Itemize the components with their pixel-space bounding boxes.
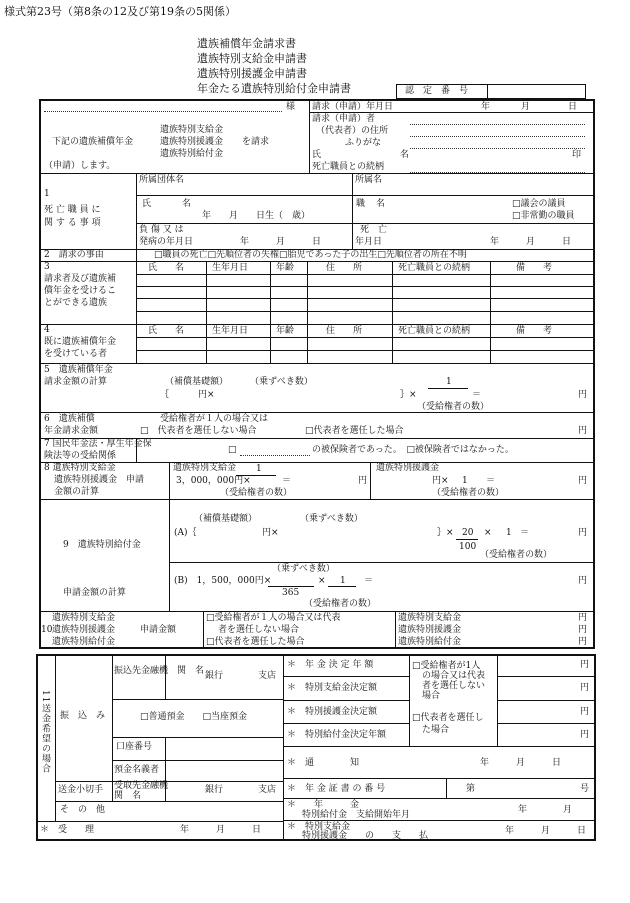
other-label: そ の 他 (60, 805, 106, 815)
sec5-mult: （乗ずべき数） (250, 377, 313, 387)
yen-2: 円 (580, 683, 590, 693)
recv-case1-line1[interactable]: □受給権者が1人 (412, 661, 481, 671)
sec5-close: ｝× (400, 390, 417, 400)
sec5-label-1: 5 遺族補償年金 (44, 365, 113, 375)
sec1-label-1: 死 亡 職 員 に (44, 205, 101, 215)
recv-bank-word: 銀行 (205, 785, 224, 795)
sec8-right-title: 遺族特別援護金 (376, 463, 440, 473)
sec9-yen-x: 円× (262, 528, 279, 538)
sec10-yen-2: 円 (578, 625, 588, 635)
sama-label: 様 (286, 102, 296, 112)
receipt-date: 年 月 日 (180, 825, 262, 835)
yen-4: 円 (580, 730, 590, 740)
sec9-recipients-1: （受給権者の数） (480, 550, 553, 560)
special-benefit-label: ＊ 特別給付金決定年額 (287, 730, 387, 740)
sec8-right-eq: ＝ (486, 476, 496, 486)
sec4-label-2: を受けている者 (44, 349, 108, 359)
sec2-reasons[interactable]: □職員の死亡□先順位者の失権□胎児であった子の出生□先順位者の所在不明 (154, 250, 467, 260)
sec3-col-relation: 死亡職員との続柄 (398, 263, 471, 273)
sec10-yen-3: 円 (578, 637, 588, 647)
sec1-label-2: 関 す る 事 項 (44, 218, 101, 228)
sec9-mult-2: （乗ずべき数） (272, 564, 335, 574)
sec10-case-1[interactable]: □受給権者が１人の場合又は代表 (206, 613, 341, 623)
injury-label-1: 負 傷 又 は (139, 225, 184, 235)
sec9-label-1: 9 遺族特別給付金 (63, 540, 141, 550)
yen-1: 円 (580, 660, 590, 670)
special-payment-label: ＊ 特別支給金決定額 (287, 683, 378, 693)
notice-date: 年 月 日 (480, 758, 562, 768)
sec6-case-1: 受給権者が１人の場合又は (160, 414, 269, 424)
requester-label: 請求（申請）者 (312, 114, 376, 124)
sec4-col-name: 氏 名 (148, 326, 185, 336)
yen-3: 円 (580, 707, 590, 717)
sec8-right-one: 1 (462, 476, 468, 486)
payment-date: 年 月 日 (505, 826, 587, 836)
sec9-yen-2: 円 (578, 576, 588, 586)
deceased-name-right: 名 (182, 199, 192, 209)
sec6-label-1: 6 遺族補償 (44, 414, 95, 424)
sec8-label-2: 遺族特別援護金 申請 (54, 475, 145, 485)
injury-date: 年 月 日 (240, 237, 322, 247)
death-date: 年 月 日 (490, 237, 572, 247)
sec10-item-2: 遺族特別援護金 (52, 625, 116, 635)
sec5-eq: ＝ (472, 390, 482, 400)
holder-label: 預金名義者 (114, 765, 160, 775)
furikomi-label: 振 込 み (60, 711, 106, 721)
sec10-yen-1: 円 (578, 613, 588, 623)
sec10-req: 申請金額 (140, 625, 177, 635)
request-date-label: 請求（申請）年月日 (312, 102, 394, 112)
org-label: 所属団体名 (139, 175, 185, 185)
sec9-one-1: 1 (506, 528, 512, 538)
sec9-x-2: × (318, 576, 326, 586)
recv-bank-label: 受取先金融機 関 名 (114, 781, 178, 801)
sec7-options[interactable]: の被保険者であった。 □被保険者ではなかった。 (312, 445, 514, 455)
sec9-twenty: 20 (462, 528, 474, 538)
sec2-label: 2 請求の事由 (44, 250, 104, 260)
sec7-label-2: 険法等の受給関係 (44, 451, 117, 461)
sec6-case-3[interactable]: □代表者を選任した場合 (305, 426, 404, 436)
pay-start-2: 特別給付金 支給開始年月 (302, 810, 411, 820)
sec3-col-notes: 備 考 (516, 263, 553, 273)
post-right: 名 (376, 199, 386, 209)
sec6-case-2[interactable]: □ 代表者を選任しない場合 (140, 426, 257, 436)
sec4-col-relation: 死亡職員との続柄 (398, 326, 471, 336)
branch-word: 支店 (258, 671, 277, 681)
sec9-a: (A)｛ (174, 528, 197, 538)
sec10-item-3: 遺族特別給付金 (52, 637, 116, 647)
title-line-4: 年金たる遺族特別給付金申請書 (197, 82, 351, 95)
sec4-col-age: 年齢 (276, 326, 295, 336)
intro-left: 下記の遺族補償年金 (52, 137, 134, 147)
payment-1: ＊ 特別支給金 (287, 822, 351, 832)
sec5-yen: 円 (578, 390, 588, 400)
sec9-x-1: × (484, 528, 492, 538)
sec4-col-notes: 備 考 (516, 326, 553, 336)
request-month: 月 (521, 102, 531, 112)
sec4-label-1: 既に遺族補償年金 (44, 337, 117, 347)
recv-case1-line3: 者を選任しない (422, 681, 486, 691)
sec10-num: 10 (41, 625, 53, 635)
sec10-right-item-3: 遺族特別給付金 (398, 637, 462, 647)
bank-word: 銀行 (205, 671, 224, 681)
cert-no-label: ＊ 年 金 証 書 の 番 号 (287, 784, 386, 794)
seal-label: 印 (572, 150, 582, 160)
sec11-label: 11送金希望の場合 (40, 690, 50, 774)
special-aid-label: ＊ 特別援護金決定額 (287, 707, 378, 717)
sec3-col-address: 住 所 (326, 263, 363, 273)
sec3-col-birth: 生年月日 (212, 263, 249, 273)
sec3-col-name: 氏 名 (148, 263, 185, 273)
sec8-left-recipients: （受給権者の数） (220, 488, 293, 498)
sec9-365: 365 (282, 588, 300, 598)
sec4-col-address: 住 所 (326, 326, 363, 336)
cert-dai: 第 (466, 784, 476, 794)
title-line-2: 遺族特別支給金申請書 (197, 52, 307, 65)
sec5-basic: （補償基礎額） (165, 377, 229, 387)
sec8-right-recipients: （受給権者の数） (432, 488, 505, 498)
sec8-left-yen: 円 (358, 476, 368, 486)
requester-name-right: 名 (400, 150, 410, 160)
sec8-left-amount: 3，000，000円× (176, 476, 251, 486)
sec9-one-2: 1 (340, 576, 346, 586)
sec10-right-item-2: 遺族特別援護金 (398, 625, 462, 635)
sec8-right-yen: 円 (578, 476, 588, 486)
sec8-left-one: 1 (256, 464, 262, 474)
payment-2: 特別援護金 の 支 払 (302, 831, 429, 841)
dept-label: 所属名 (355, 175, 383, 185)
pay-start-ym: 年 月 (518, 805, 573, 815)
intro-item-3: 遺族特別給付金 (160, 149, 224, 159)
cert-number-box[interactable] (396, 84, 586, 99)
recv-case1-line2: の場合又は代表 (422, 671, 486, 681)
intro-end: （申請）します。 (44, 161, 116, 171)
pay-start-1: ＊ 年 金 (287, 800, 360, 810)
deposit-type[interactable]: □普通預金 □当座預金 (140, 712, 248, 722)
bank-label: 振込先金融機 関 名 (114, 666, 205, 676)
intro-item-1: 遺族特別支給金 (160, 125, 224, 135)
title-line-1: 遺族補償年金請求書 (197, 37, 296, 50)
receipt-label: ＊ 受 理 (40, 825, 95, 835)
death-label-1: 死 亡 (360, 225, 388, 235)
request-year: 年 (481, 102, 491, 112)
cert-number-label: 認 定 番 号 (405, 86, 469, 96)
rep-address-label: （代表者）の住所 (316, 126, 389, 136)
sec9-yen-1: 円 (578, 528, 588, 538)
sec7-check-1[interactable]: □ (228, 445, 237, 455)
account-label: 口座番号 (116, 742, 153, 752)
sec9-basic: （補償基礎額） (194, 514, 258, 524)
sec3-num: 3 (44, 262, 50, 272)
sec7-label-1: 7 国民年金法・厚生年金保 (44, 439, 152, 449)
check-label: 送金小切手 (58, 785, 104, 795)
post-left: 職 (356, 199, 366, 209)
recv-case2-line2: た場合 (422, 725, 450, 735)
sec8-label-1: 8 遺族特別支給金 (44, 463, 116, 473)
sec9-b: (B) 1，500，000円× (174, 576, 272, 586)
sec10-case-2: 者を選任しない場合 (218, 625, 300, 635)
sec9-close: ｝× (437, 528, 454, 538)
sec4-col-birth: 生年月日 (212, 326, 249, 336)
intro-item-2: 遺族特別援護金 (160, 137, 224, 147)
sec5-label-2: 請求金額の計算 (44, 377, 108, 387)
cert-go: 号 (580, 784, 590, 794)
deceased-name-left: 氏 (142, 199, 152, 209)
sec3-label-1: 請求者及び遺族補 (44, 274, 117, 284)
sec10-case-3[interactable]: □代表者を選任した場合 (206, 637, 305, 647)
sec6-label-2: 年金請求金額 (44, 426, 99, 436)
sec9-hundred: 100 (459, 542, 477, 552)
death-label-2: 年月日 (355, 237, 383, 247)
sec3-col-age: 年齢 (276, 263, 295, 273)
sec8-label-3: 金額の計算 (54, 487, 100, 497)
sec10-item-1: 遺族特別支給金 (52, 613, 116, 623)
sec8-left-eq: ＝ (282, 476, 292, 486)
sec10-right-item-1: 遺族特別支給金 (398, 613, 462, 623)
request-day: 日 (568, 102, 578, 112)
form-id: 様式第23号（第8条の12及び第19条の5関係） (4, 5, 236, 18)
check-assembly[interactable]: □議会の議員 (512, 199, 566, 209)
sec5-open: ｛ (160, 390, 170, 400)
injury-label-2: 発病の年月日 (139, 237, 194, 247)
sec6-yen: 円 (578, 426, 588, 436)
check-parttime[interactable]: □非常勤の職員 (512, 211, 575, 221)
sec9-label-2: 申請金額の計算 (63, 588, 127, 598)
sec8-left-title: 遺族特別支給金 (173, 463, 237, 473)
recv-branch-word: 支店 (258, 785, 277, 795)
sec5-one: 1 (446, 377, 452, 387)
birth-date: 年 月 日生（ 歳） (202, 211, 311, 221)
sec5-recipients: （受給権者の数） (417, 402, 490, 412)
sec3-label-2: 償年金を受けるこ (44, 286, 117, 296)
sec8-right-amount: 円× (432, 476, 449, 486)
sec9-mult: （乗ずべき数） (300, 514, 363, 524)
requester-name-left: 氏 (312, 150, 322, 160)
title-line-3: 遺族特別援護金申請書 (197, 67, 307, 80)
sec9-recipients-2: （受給権者の数） (304, 599, 377, 609)
intro-suffix: を請求 (242, 137, 270, 147)
sec3-label-3: とができる遺族 (44, 298, 108, 308)
sec5-yen-x: 円× (198, 390, 215, 400)
notice-label: ＊ 通 知 (287, 758, 360, 768)
sec9-eq-1: ＝ (520, 528, 530, 538)
recv-case2-line1[interactable]: □代表者を選任し (412, 713, 484, 723)
relation-label: 死亡職員との続柄 (312, 162, 385, 172)
sec1-num: 1 (44, 189, 50, 199)
annual-pension-label: ＊ 年 金 決 定 年 額 (287, 660, 374, 670)
sec4-num: 4 (44, 325, 50, 335)
furigana-label: ふりがな (345, 138, 382, 148)
sec9-eq-2: ＝ (364, 576, 374, 586)
recv-case1-line4: 場合 (422, 691, 441, 701)
